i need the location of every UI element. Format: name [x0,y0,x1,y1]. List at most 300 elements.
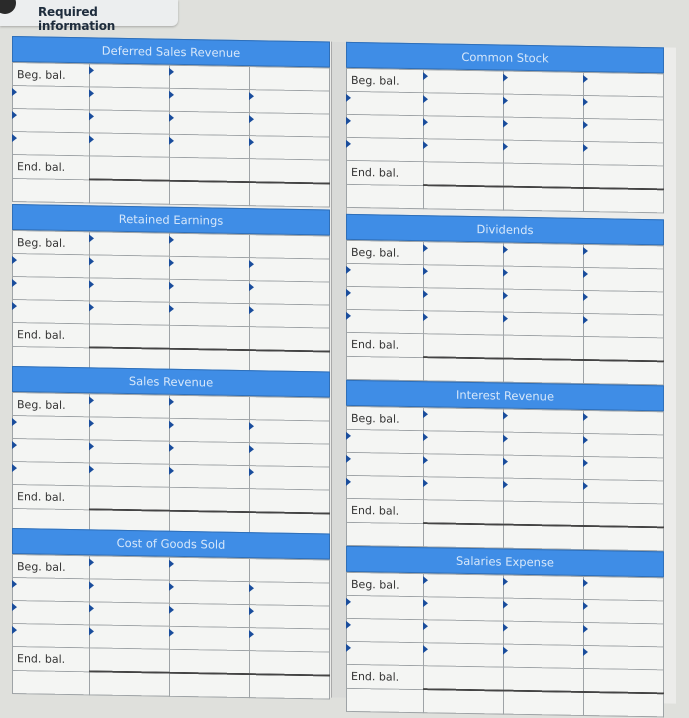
blank-cell [504,691,584,716]
taccount-dividends [346,214,664,386]
taccount-cost-of-goods-sold [12,528,330,700]
amount-input[interactable] [90,394,170,418]
dropdown-arrow-icon[interactable] [346,289,351,297]
amount-input[interactable] [90,556,170,580]
account-name-select[interactable] [13,624,90,648]
dropdown-arrow-icon[interactable] [346,432,351,440]
account-grid [12,392,330,538]
dropdown-arrow-icon[interactable] [89,112,94,120]
dropdown-arrow-icon[interactable] [346,266,351,274]
dropdown-arrow-icon[interactable] [503,246,508,254]
dropdown-arrow-icon[interactable] [249,607,254,615]
amount-input[interactable] [424,431,504,455]
dropdown-arrow-icon[interactable] [89,465,94,473]
amount-input[interactable] [250,605,330,629]
dropdown-arrow-icon[interactable] [12,418,17,426]
amount-input[interactable] [90,232,170,256]
taccount-sales-revenue [12,366,330,538]
blank-cell [584,188,664,213]
dropdown-arrow-icon[interactable] [169,583,174,591]
dropdown-arrow-icon[interactable] [423,622,428,630]
amount-input[interactable] [504,478,584,502]
beg-bal-label: Beg. bal. [17,559,66,574]
amount-input[interactable] [424,643,504,667]
amount-input[interactable] [584,336,664,361]
dropdown-arrow-icon[interactable] [423,313,428,321]
amount-input[interactable] [170,279,250,303]
amount-input[interactable] [424,408,504,432]
dropdown-arrow-icon[interactable] [583,579,588,587]
dropdown-arrow-icon[interactable] [346,644,351,652]
amount-input[interactable] [424,334,504,359]
dropdown-arrow-icon[interactable] [249,422,254,430]
dropdown-arrow-icon[interactable] [249,260,254,268]
dropdown-arrow-icon[interactable] [12,302,17,310]
amount-input[interactable] [250,258,330,282]
dropdown-arrow-icon[interactable] [583,270,588,278]
amount-input[interactable] [250,113,330,137]
dropdown-arrow-icon[interactable] [89,627,94,635]
dropdown-arrow-icon[interactable] [423,410,428,418]
amount-input[interactable] [504,409,584,433]
account-name-select[interactable] [13,132,90,156]
dropdown-arrow-icon[interactable] [169,91,174,99]
amount-input[interactable] [424,265,504,289]
amount-input[interactable] [424,454,504,478]
amount-input[interactable] [250,159,330,184]
account-name-select[interactable] [347,475,424,499]
dropdown-arrow-icon[interactable] [583,602,588,610]
dropdown-arrow-icon[interactable] [423,267,428,275]
dropdown-arrow-icon[interactable] [503,315,508,323]
dropdown-arrow-icon[interactable] [503,647,508,655]
account-title: Cost of Goods Sold [12,528,330,560]
amount-input[interactable] [250,327,330,352]
amount-input[interactable] [424,620,504,644]
dropdown-arrow-icon[interactable] [423,576,428,584]
dropdown-arrow-icon[interactable] [169,305,174,313]
amount-input[interactable] [170,580,250,604]
dropdown-arrow-icon[interactable] [423,645,428,653]
account-name-select[interactable] [347,263,424,287]
amount-input[interactable] [504,163,584,188]
dropdown-arrow-icon[interactable] [583,482,588,490]
dropdown-arrow-icon[interactable] [423,95,428,103]
dropdown-arrow-icon[interactable] [503,143,508,151]
dropdown-arrow-icon[interactable] [503,292,508,300]
amount-input[interactable] [584,599,664,623]
amount-input[interactable] [250,443,330,467]
dropdown-arrow-icon[interactable] [12,134,17,142]
account-name-select[interactable] [13,254,90,278]
dropdown-arrow-icon[interactable] [423,72,428,80]
amount-input[interactable] [424,477,504,501]
end-bal-label: End. bal. [17,159,66,174]
blank-cell [424,185,504,210]
amount-input[interactable] [90,625,170,649]
dropdown-arrow-icon[interactable] [89,66,94,74]
amount-input[interactable] [170,487,250,512]
amount-input[interactable] [170,134,250,158]
dropdown-arrow-icon[interactable] [89,419,94,427]
dropdown-arrow-icon[interactable] [169,259,174,267]
dropdown-arrow-icon[interactable] [583,75,588,83]
amount-input[interactable] [170,256,250,280]
dropdown-arrow-icon[interactable] [583,98,588,106]
amount-input[interactable] [424,70,504,94]
amount-input[interactable] [90,417,170,441]
amount-input[interactable] [504,289,584,313]
account-name-select[interactable] [347,137,424,161]
amount-input[interactable] [584,456,664,480]
dropdown-arrow-icon[interactable] [12,580,17,588]
dropdown-arrow-icon[interactable] [423,244,428,252]
amount-input[interactable] [504,94,584,118]
amount-input[interactable] [504,71,584,95]
amount-input[interactable] [584,313,664,337]
amount-input[interactable] [504,667,584,692]
amount-input[interactable] [584,622,664,646]
dropdown-arrow-icon[interactable] [583,121,588,129]
dropdown-arrow-icon[interactable] [503,458,508,466]
amount-input[interactable] [504,598,584,622]
dropdown-arrow-icon[interactable] [503,601,508,609]
dropdown-arrow-icon[interactable] [503,97,508,105]
dropdown-arrow-icon[interactable] [249,138,254,146]
end-bal-cell [13,323,90,348]
dropdown-arrow-icon[interactable] [346,117,351,125]
amount-input[interactable] [90,463,170,487]
amount-input[interactable] [424,162,504,187]
dropdown-arrow-icon[interactable] [249,584,254,592]
amount-input[interactable] [584,479,664,503]
dropdown-arrow-icon[interactable] [169,68,174,76]
amount-input[interactable] [584,141,664,165]
dropdown-arrow-icon[interactable] [423,433,428,441]
beg-bal-cell [13,63,90,87]
end-bal-label: End. bal. [351,669,400,684]
dropdown-arrow-icon[interactable] [12,626,17,634]
amount-input[interactable] [584,72,664,96]
account-grid [12,554,330,700]
amount-input[interactable] [424,500,504,525]
dropdown-arrow-icon[interactable] [12,441,17,449]
amount-input[interactable] [250,489,330,514]
account-name-select[interactable] [347,452,424,476]
dropdown-arrow-icon[interactable] [89,280,94,288]
account-name-select[interactable] [347,286,424,310]
beg-bal-cell [347,572,424,596]
amount-input[interactable] [90,156,170,181]
account-name-select[interactable] [13,416,90,440]
dropdown-arrow-icon[interactable] [583,247,588,255]
amount-input[interactable] [170,603,250,627]
amount-input[interactable] [170,157,250,182]
amount-input[interactable] [584,95,664,119]
blank-cell [504,187,584,212]
amount-input[interactable] [424,242,504,266]
dropdown-arrow-icon[interactable] [89,135,94,143]
amount-input[interactable] [250,90,330,114]
dropdown-arrow-icon[interactable] [12,279,17,287]
amount-input[interactable] [250,651,330,676]
beg-bal-cell [347,240,424,264]
dropdown-arrow-icon[interactable] [89,604,94,612]
amount-input[interactable] [584,267,664,291]
amount-input[interactable] [424,597,504,621]
account-grid [12,230,330,376]
amount-input[interactable] [584,164,664,189]
dropdown-arrow-icon[interactable] [249,445,254,453]
amount-input[interactable] [90,579,170,603]
dropdown-arrow-icon[interactable] [346,598,351,606]
account-grid [346,68,664,214]
dropdown-arrow-icon[interactable] [346,478,351,486]
amount-input[interactable] [504,117,584,141]
account-name-select[interactable] [347,309,424,333]
dropdown-arrow-icon[interactable] [346,94,351,102]
dropdown-arrow-icon[interactable] [169,606,174,614]
amount-input[interactable] [170,88,250,112]
amount-input[interactable] [250,304,330,328]
amount-input[interactable] [584,668,664,693]
dropdown-arrow-icon[interactable] [503,481,508,489]
amount-input[interactable] [504,243,584,267]
amount-input[interactable] [170,464,250,488]
dropdown-arrow-icon[interactable] [503,269,508,277]
dropdown-arrow-icon[interactable] [503,120,508,128]
account-name-select[interactable] [13,578,90,602]
account-name-select[interactable] [347,618,424,642]
amount-input[interactable] [584,118,664,142]
dropdown-arrow-icon[interactable] [89,257,94,265]
dropdown-arrow-icon[interactable] [12,603,17,611]
amount-input[interactable] [584,645,664,669]
dropdown-arrow-icon[interactable] [249,115,254,123]
dropdown-arrow-icon[interactable] [249,306,254,314]
amount-input[interactable] [170,626,250,650]
dropdown-arrow-icon[interactable] [503,624,508,632]
dropdown-arrow-icon[interactable] [503,412,508,420]
dropdown-arrow-icon[interactable] [89,234,94,242]
beg-bal-label: Beg. bal. [17,397,66,412]
dropdown-arrow-icon[interactable] [346,455,351,463]
dropdown-arrow-icon[interactable] [12,111,17,119]
dropdown-arrow-icon[interactable] [169,114,174,122]
amount-input[interactable] [250,235,330,259]
amount-input[interactable] [90,87,170,111]
amount-input[interactable] [504,575,584,599]
dropdown-arrow-icon[interactable] [583,436,588,444]
amount-input[interactable] [250,136,330,160]
account-name-select[interactable] [13,601,90,625]
amount-input[interactable] [170,302,250,326]
dropdown-arrow-icon[interactable] [583,648,588,656]
beg-bal-cell [13,555,90,579]
dropdown-arrow-icon[interactable] [423,599,428,607]
amount-input[interactable] [504,644,584,668]
dropdown-arrow-icon[interactable] [89,303,94,311]
account-name-select[interactable] [13,439,90,463]
dropdown-arrow-icon[interactable] [169,282,174,290]
amount-input[interactable] [584,244,664,268]
account-name-select[interactable] [13,109,90,133]
account-grid [346,572,664,718]
dropdown-arrow-icon[interactable] [89,581,94,589]
dropdown-arrow-icon[interactable] [249,283,254,291]
amount-input[interactable] [250,559,330,583]
amount-input[interactable] [424,311,504,335]
account-name-select[interactable] [347,114,424,138]
amount-input[interactable] [170,557,250,581]
blank-cell [90,179,170,204]
amount-input[interactable] [90,133,170,157]
amount-input[interactable] [504,312,584,336]
amount-input[interactable] [250,397,330,421]
dropdown-arrow-icon[interactable] [583,316,588,324]
account-name-select[interactable] [13,277,90,301]
account-name-select[interactable] [347,91,424,115]
amount-input[interactable] [250,67,330,91]
blank-cell [424,523,504,548]
amount-input[interactable] [584,410,664,434]
dropdown-arrow-icon[interactable] [423,456,428,464]
dropdown-arrow-icon[interactable] [583,625,588,633]
dropdown-arrow-icon[interactable] [169,467,174,475]
amount-input[interactable] [170,233,250,257]
end-bal-label: End. bal. [351,503,400,518]
blank-cell [347,688,424,713]
amount-input[interactable] [250,420,330,444]
amount-input[interactable] [90,64,170,88]
amount-input[interactable] [90,110,170,134]
dropdown-arrow-icon[interactable] [89,558,94,566]
amount-input[interactable] [170,418,250,442]
amount-input[interactable] [170,649,250,674]
account-grid [346,406,664,552]
account-name-select[interactable] [347,641,424,665]
info-badge-icon [0,0,16,14]
amount-input[interactable] [424,116,504,140]
blank-cell [250,182,330,207]
amount-input[interactable] [424,666,504,691]
dropdown-arrow-icon[interactable] [583,459,588,467]
dropdown-arrow-icon[interactable] [89,89,94,97]
account-grid [12,62,330,208]
dropdown-arrow-icon[interactable] [169,629,174,637]
account-name-select[interactable] [347,595,424,619]
blank-cell [13,670,90,695]
amount-input[interactable] [170,65,250,89]
dropdown-arrow-icon[interactable] [12,464,17,472]
t-accounts-sheet [12,36,676,704]
dropdown-arrow-icon[interactable] [583,144,588,152]
amount-input[interactable] [424,139,504,163]
dropdown-arrow-icon[interactable] [89,396,94,404]
amount-input[interactable] [504,432,584,456]
account-name-select[interactable] [13,86,90,110]
taccount-common-stock [346,42,664,214]
dropdown-arrow-icon[interactable] [12,88,17,96]
amount-input[interactable] [170,111,250,135]
dropdown-arrow-icon[interactable] [583,293,588,301]
dropdown-arrow-icon[interactable] [423,141,428,149]
amount-input[interactable] [504,621,584,645]
amount-input[interactable] [584,433,664,457]
amount-input[interactable] [90,486,170,511]
amount-input[interactable] [170,325,250,350]
amount-input[interactable] [250,582,330,606]
dropdown-arrow-icon[interactable] [423,290,428,298]
amount-input[interactable] [170,395,250,419]
amount-input[interactable] [504,501,584,526]
dropdown-arrow-icon[interactable] [583,413,588,421]
amount-input[interactable] [584,576,664,600]
dropdown-arrow-icon[interactable] [423,118,428,126]
dropdown-arrow-icon[interactable] [169,398,174,406]
amount-input[interactable] [250,466,330,490]
amount-input[interactable] [424,93,504,117]
amount-input[interactable] [90,301,170,325]
dropdown-arrow-icon[interactable] [346,621,351,629]
dropdown-arrow-icon[interactable] [169,560,174,568]
dropdown-arrow-icon[interactable] [169,236,174,244]
dropdown-arrow-icon[interactable] [169,444,174,452]
amount-input[interactable] [250,628,330,652]
account-name-select[interactable] [13,300,90,324]
amount-input[interactable] [170,441,250,465]
dropdown-arrow-icon[interactable] [346,140,351,148]
account-name-select[interactable] [347,429,424,453]
amount-input[interactable] [424,288,504,312]
amount-input[interactable] [504,335,584,360]
dropdown-arrow-icon[interactable] [346,312,351,320]
amount-input[interactable] [90,255,170,279]
amount-input[interactable] [90,440,170,464]
amount-input[interactable] [250,281,330,305]
dropdown-arrow-icon[interactable] [89,442,94,450]
dropdown-arrow-icon[interactable] [169,137,174,145]
amount-input[interactable] [504,455,584,479]
dropdown-arrow-icon[interactable] [503,435,508,443]
dropdown-arrow-icon[interactable] [169,421,174,429]
dropdown-arrow-icon[interactable] [12,256,17,264]
amount-input[interactable] [504,266,584,290]
dropdown-arrow-icon[interactable] [503,578,508,586]
amount-input[interactable] [90,602,170,626]
end-bal-label: End. bal. [17,651,66,666]
amount-input[interactable] [584,502,664,527]
blank-cell [504,359,584,384]
account-name-select[interactable] [13,462,90,486]
beg-bal-label: Beg. bal. [351,577,400,592]
blank-cell [504,525,584,550]
amount-input[interactable] [424,574,504,598]
amount-input[interactable] [90,278,170,302]
dropdown-arrow-icon[interactable] [503,74,508,82]
amount-input[interactable] [90,324,170,349]
dropdown-arrow-icon[interactable] [249,630,254,638]
amount-input[interactable] [504,140,584,164]
blank-cell [170,673,250,698]
dropdown-arrow-icon[interactable] [249,92,254,100]
amount-input[interactable] [90,648,170,673]
dropdown-arrow-icon[interactable] [423,479,428,487]
amount-input[interactable] [584,290,664,314]
end-bal-label: End. bal. [17,327,66,342]
beg-bal-label: Beg. bal. [351,411,400,426]
dropdown-arrow-icon[interactable] [249,468,254,476]
